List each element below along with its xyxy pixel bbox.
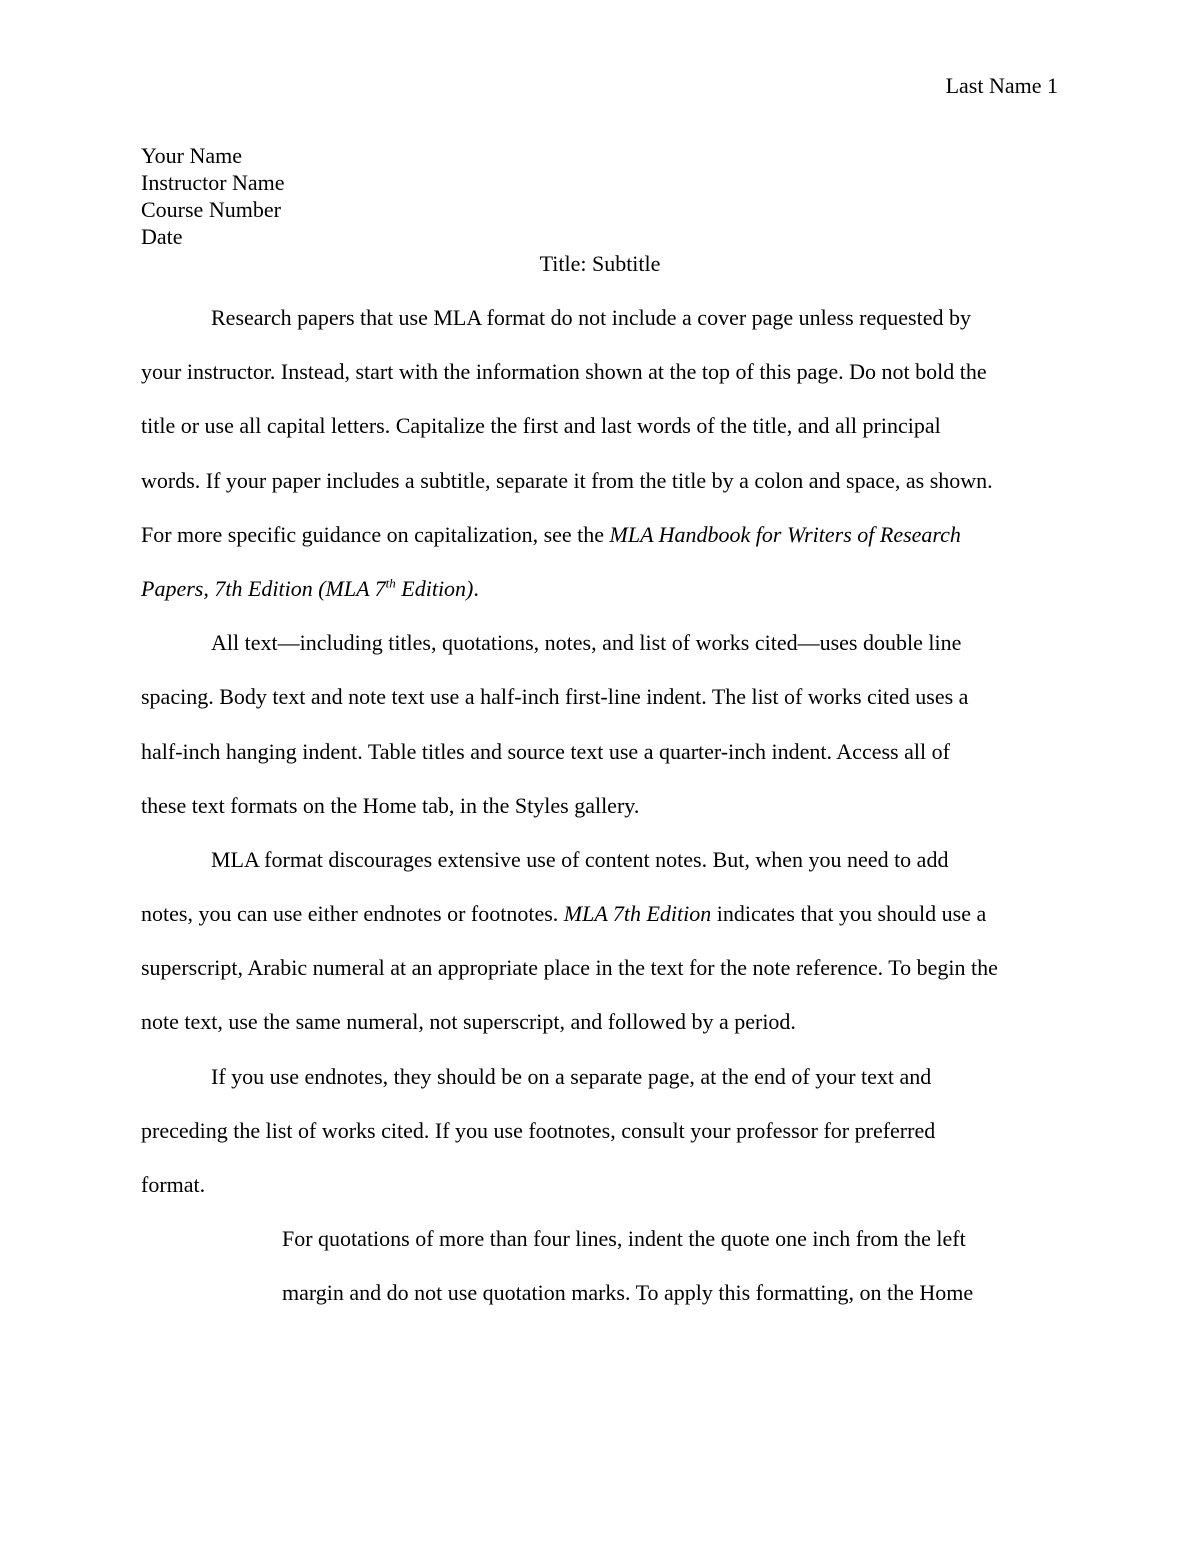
paragraph-line <box>141 521 1061 575</box>
text-run: For more specific guidance on capitalization, see the <box>141 521 610 547</box>
paragraph-line <box>141 575 1061 629</box>
mla-heading <box>141 142 1059 250</box>
student-name: Your Name <box>141 143 243 168</box>
paragraph-line: your instructor. Instead, start with the information shown at the top of this page. Do not bold the <box>141 359 987 385</box>
italic-book-title: Edition) <box>395 575 474 601</box>
paragraph-line: All text—including titles, quotations, notes, and list of works cited—uses double line <box>211 630 962 656</box>
instructor-name: Instructor Name <box>141 170 285 195</box>
text-run: notes, you can use either endnotes or footnotes. <box>141 901 564 927</box>
paragraph-line: half-inch hanging indent. Table titles and source text use a quarter-inch indent. Access all of <box>141 738 950 764</box>
italic-book-title: MLA 7th Edition <box>563 901 712 927</box>
running-head: Last Name 1 <box>945 73 1058 98</box>
paper-title: Title: Subtitle <box>539 251 661 276</box>
paragraph-line: format. <box>141 1172 206 1197</box>
paragraph-line: these text formats on the Home tab, in the Styles gallery. <box>141 792 640 818</box>
text-run: . <box>473 575 479 601</box>
superscript: th <box>385 575 396 591</box>
paragraph-line: preceding the list of works cited. If you use footnotes, consult your professor for preferred <box>141 1117 936 1143</box>
paragraph-line: Research papers that use MLA format do not include a cover page unless requested by <box>211 305 971 330</box>
paragraph-line: words. If your paper includes a subtitle, separate it from the title by a colon and space, as shown. <box>141 467 993 493</box>
paragraph-line: If you use endnotes, they should be on a separate page, at the end of your text and <box>211 1063 932 1089</box>
body-text <box>141 304 1061 1334</box>
italic-book-title: MLA Handbook for Writers of Research <box>609 521 961 547</box>
course-number: Course Number <box>141 197 281 222</box>
paragraph-line: note text, use the same numeral, not superscript, and followed by a period. <box>141 1009 796 1035</box>
date: Date <box>141 224 183 249</box>
text-run: indicates that you should use a <box>711 901 987 927</box>
block-quote-line: For quotations of more than four lines, indent the quote one inch from the left <box>282 1226 966 1252</box>
paragraph-line <box>141 900 1061 954</box>
paragraph-line: spacing. Body text and note text use a half-inch first-line indent. The list of works cited uses a <box>141 684 969 710</box>
paragraph-line: title or use all capital letters. Capitalize the first and last words of the title, and all principal <box>141 413 941 439</box>
paragraph-line: superscript, Arabic numeral at an appropriate place in the text for the note reference. To begin the <box>141 955 998 981</box>
italic-book-title: Papers, 7th Edition (MLA 7 <box>141 575 386 601</box>
block-quote-line: margin and do not use quotation marks. To apply this formatting, on the Home <box>282 1280 974 1306</box>
paragraph-line: MLA format discourages extensive use of content notes. But, when you need to add <box>211 846 949 872</box>
